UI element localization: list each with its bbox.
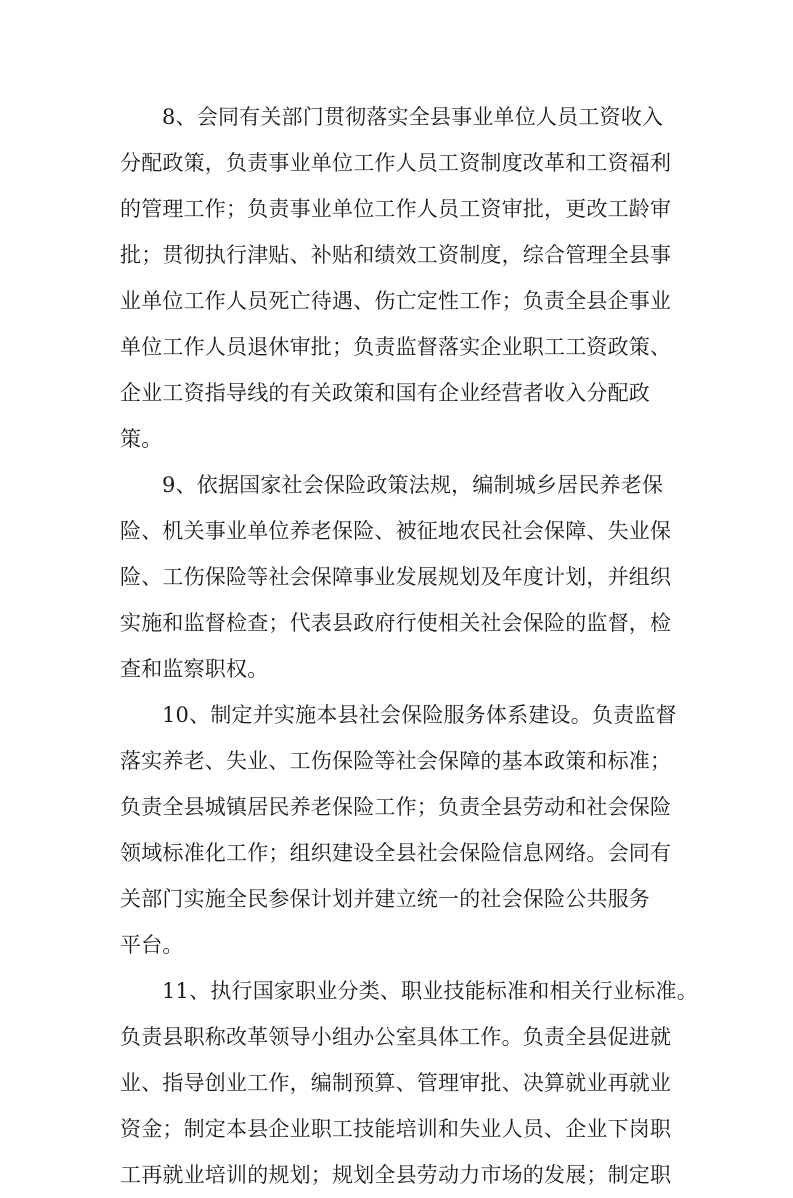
text-line: 业、指导创业工作，编制预算、管理审批、决算就业再就业: [120, 1071, 672, 1095]
text-line: 单位工作人员退休审批；负责监督落实企业职工工资政策、: [120, 335, 672, 359]
text-line: 负责全县城镇居民养老保险工作；负责全县劳动和社会保险: [120, 795, 672, 819]
text-line: 业单位工作人员死亡待遇、伤亡定性工作；负责全县企事业: [120, 289, 672, 313]
paragraph-item-8: [120, 94, 680, 462]
text-line: 落实养老、失业、工伤保险等社会保障的基本政策和标准；: [120, 749, 672, 773]
text-line: 的管理工作；负责事业单位工作人员工资审批，更改工龄审: [120, 197, 672, 221]
paragraph-item-10: [120, 692, 680, 968]
text-line: 8、会同有关部门贯彻落实全县事业单位人员工资收入: [162, 105, 664, 129]
text-line: 负责县职称改革领导小组办公室具体工作。负责全县促进就: [120, 1025, 672, 1049]
text-line: 企业工资指导线的有关政策和国有企业经营者收入分配政: [120, 381, 650, 405]
text-line: 资金；制定本县企业职工技能培训和失业人员、企业下岗职: [120, 1117, 672, 1141]
paragraph-item-9: [120, 462, 680, 692]
text-line: 领域标准化工作；组织建设全县社会保险信息网络。会同有: [120, 841, 672, 865]
text-line: 关部门实施全民参保计划并建立统一的社会保险公共服务: [120, 887, 650, 911]
text-line: 10、制定并实施本县社会保险服务体系建设。负责监督: [162, 703, 677, 727]
document-body: [120, 94, 698, 1198]
text-line: 查和监察职权。: [120, 657, 269, 681]
text-line: 批；贯彻执行津贴、补贴和绩效工资制度，综合管理全县事: [120, 243, 672, 267]
text-line: 工再就业培训的规划；规划全县劳动力市场的发展；制定职: [120, 1163, 672, 1187]
text-line: 实施和监督检查；代表县政府行使相关社会保险的监督，检: [120, 611, 672, 635]
text-line: 9、依据国家社会保险政策法规，编制城乡居民养老保: [162, 473, 664, 497]
text-line: 分配政策，负责事业单位工作人员工资制度改革和工资福利: [120, 151, 672, 175]
paragraph-item-11: [120, 968, 698, 1198]
text-line: 险、机关事业单位养老保险、被征地农民社会保障、失业保: [120, 519, 672, 543]
text-line: 平台。: [120, 933, 184, 957]
text-line: 11、执行国家职业分类、职业技能标准和相关行业标准。: [162, 979, 698, 1003]
text-line: 策。: [120, 427, 163, 451]
text-line: 险、工伤保险等社会保障事业发展规划及年度计划，并组织: [120, 565, 672, 589]
